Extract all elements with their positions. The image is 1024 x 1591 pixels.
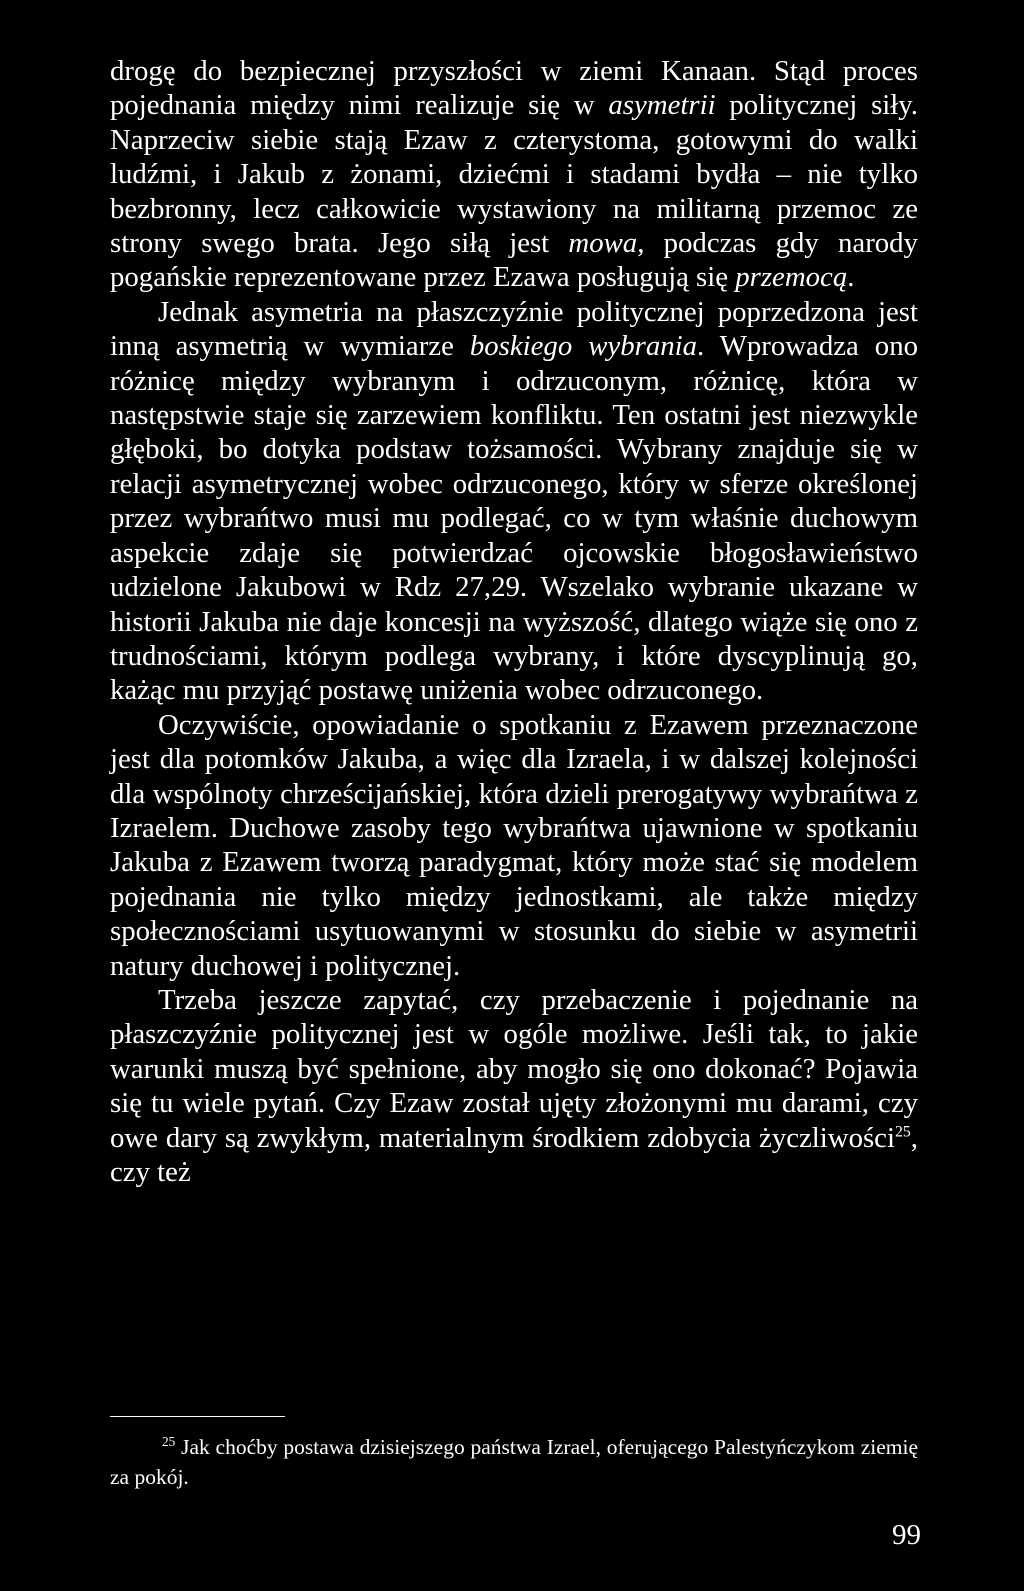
text-run: . Wprowadza ono różnicę między wybranym i odrzuconym, różnicę, która w następstwie staje się zarzewiem konfliktu. Ten ostatni jest niezwykle głęboki, bo dotyka podstaw tożsamości. Wybrany znajduje się w relacji asymetrycznej wobec odrzuconego, który w sferze określonej przez wybrańtwo musi mu podlegać, co w tym właśnie duchowym aspekcie zdaje się potwierdzać ojcowskie błogosławieństwo udzielone Jakubowi w Rdz 27,29. Wszelako wybranie ukazane w historii Jakuba nie daje koncesji na wyższość, dlatego wiąże się ono z trudnościami, którym podlega wybrany, i które dyscyplinują go, każąc mu przyjąć postawę uniżenia wobec odrzuconego. [110, 330, 918, 707]
paragraph [110, 983, 918, 1189]
italic-text: przemocą [735, 261, 848, 294]
text-run: Jednak asymetria na płaszczyźnie politycznej poprzedzona jest inną asymetrią w wymiarze [110, 295, 918, 363]
footnote-reference: 25 [894, 1123, 911, 1140]
text-run: politycznej siły. Naprzeciw siebie stają Ezaw z czterystoma, gotowymi do walki ludźmi, i Jakub z żonami, dziećmi i stadami bydła – nie tylko bezbronny, lecz całkowicie wystawiony na militarną przemoc ze strony swego brata. Jego siłą jest [110, 89, 919, 260]
footnote [110, 1432, 918, 1492]
footnote-marker: 25 [162, 1433, 176, 1449]
paragraph [110, 54, 918, 295]
text-run: , podczas gdy narody pogańskie reprezentowane przez Ezawa posługują się [110, 227, 918, 294]
footnote-text: Jak choćby postawa dzisiejszego państwa Izrael, oferującego Palestyńczykom ziemię za pokój. [110, 1435, 919, 1489]
italic-text: mowa [568, 227, 638, 260]
text-run: Trzeba jeszcze zapytać, czy przebaczenie i pojednanie na płaszczyźnie politycznej jest w ogóle możliwe. Jeśli tak, to jakie warunki muszą być spełnione, aby mogło się ono dokonać? Pojawia się tu wiele pytań. Czy Ezaw został ujęty złożonymi mu darami, czy owe dary są zwykłym, materialnym środkiem zdobycia życzliwości [110, 983, 918, 1154]
italic-text: boskiego wybrania [469, 330, 698, 363]
footnote-separator [110, 1416, 285, 1417]
text-run: Oczywiście, opowiadanie o spotkaniu z Ezawem przeznaczone jest dla potomków Jakuba, a więc dla Izraela, i w dalszej kolejności dla wspólnoty chrześcijańskiej, która dzieli prerogatywy wybrańtwa z Izraelem. Duchowe zasoby tego wybrańtwa ujawnione w spotkaniu Jakuba z Ezawem tworzą paradygmat, który może stać się modelem pojednania nie tylko między jednostkami, ale także między społecznościami usytuowanymi w stosunku do siebie w asymetrii natury duchowej i politycznej. [110, 708, 918, 982]
text-run: drogę do bezpiecznej przyszłości w ziemi Kanaan. Stąd proces pojednania między nimi realizuje się w [110, 55, 918, 122]
paragraph [110, 295, 918, 708]
page-number: 99 [892, 1519, 921, 1551]
page-body [110, 54, 918, 1189]
text-run: . [847, 261, 855, 294]
main-text [110, 54, 918, 1189]
paragraph [110, 708, 918, 983]
italic-text: asymetrii [608, 89, 716, 122]
text-run: , czy też [110, 1121, 918, 1188]
